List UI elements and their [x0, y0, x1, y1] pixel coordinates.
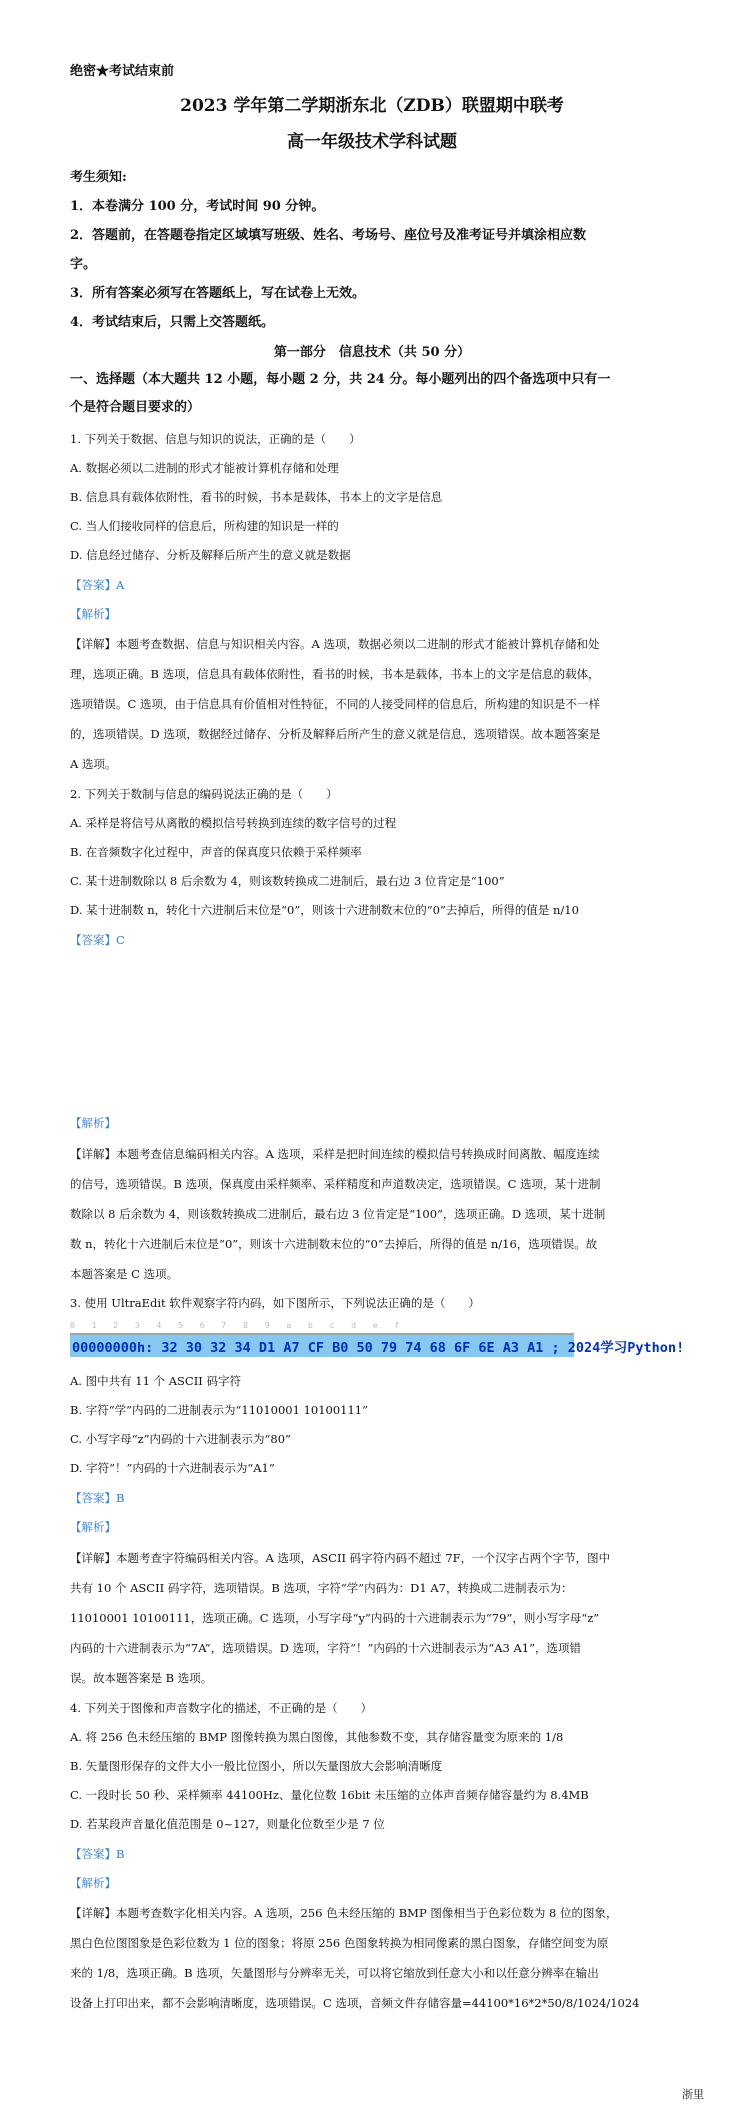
q2-analysis-label: 【解析】 — [70, 1116, 116, 1130]
q4-analysis-label: 【解析】 — [70, 1876, 116, 1890]
q1-detail-line: A 选项。 — [70, 757, 117, 771]
exam-title: 2023 学年第二学期浙东北（ZDB）联盟期中联考 — [180, 96, 564, 116]
q2-option-c: C. 某十进制数除以 8 后余数为 4，则该数转换成二进制后，最右边 3 位肯定是“100” — [70, 874, 505, 888]
q2-option-d: D. 某十进制数 n，转化十六进制后末位是“0”，则该十六进制数末位的“0”去掉后，所得的值是 n/10 — [70, 903, 579, 917]
q1-option-c: C. 当人们接收同样的信息后，所构建的知识是一样的 — [70, 519, 339, 533]
notice-item: 1．本卷满分 100 分，考试时间 90 分钟。 — [70, 199, 325, 214]
q4-option-c: C. 一段时长 50 秒、采样频率 44100Hz、量化位数 16bit 未压缩的立体声音频存储容量约为 8.4MB — [70, 1788, 589, 1802]
section-heading: 个是符合题目要求的） — [70, 400, 201, 415]
q1-option-a: A. 数据必须以二进制的形式才能被计算机存储和处理 — [70, 461, 339, 475]
q3-answer: 【答案】B — [70, 1491, 125, 1505]
q3-option-d: D. 字符“！”内码的十六进制表示为“A1” — [70, 1461, 275, 1475]
q2-detail-line: 数除以 8 后余数为 4，则该数转换成二进制后，最右边 3 位肯定是“100”，选项正确。D 选项，某十进制 — [70, 1207, 606, 1221]
q4-option-d: D. 若某段声音量化值范围是 0~127，则量化位数至少是 7 位 — [70, 1817, 385, 1831]
hex-editor-line: 00000000h: 32 30 32 34 D1 A7 CF B0 50 79 74 68 6F 6E A3 A1 ; 2024学习Python! — [72, 1340, 685, 1356]
q4-detail-line: 黑白色位图图象是色彩位数为 1 位的图象；将原 256 色图象转换为相同像素的黑白图象，存储空间变为原 — [70, 1936, 609, 1950]
q2-detail-line: 本题答案是 C 选项。 — [70, 1267, 179, 1281]
q1-detail-line: 的，选项错误。D 选项，数据经过储存、分析及解释后所产生的意义就是信息，选项错误。故本题答案是 — [70, 727, 601, 741]
q1-option-d: D. 信息经过储存、分析及解释后所产生的意义就是数据 — [70, 548, 351, 562]
q2-detail-line: 【详解】本题考查信息编码相关内容。A 选项，采样是把时间连续的模拟信号转换成时间离散、幅度连续 — [70, 1147, 600, 1161]
q1-detail-line: 【详解】本题考查数据、信息与知识相关内容。A 选项，数据必须以二进制的形式才能被计算机存储和处 — [70, 637, 600, 651]
q1-option-b: B. 信息具有载体依附性，看书的时候，书本是载体，书本上的文字是信息 — [70, 490, 443, 504]
q4-detail-line: 来的 1/8，选项正确。B 选项，矢量图形与分辨率无关，可以将它缩放到任意大小和以任意分辨率在输出 — [70, 1966, 599, 1980]
notice-item: 2．答题前，在答题卷指定区域填写班级、姓名、考场号、座位号及准考证号并填涂相应数 — [70, 228, 587, 243]
q2-answer: 【答案】C — [70, 933, 125, 947]
hex-column-header: 0 1 2 3 4 5 6 7 8 9 a b c d e f — [70, 1321, 406, 1330]
q3-detail-line: 内码的十六进制表示为“7A”，选项错误。D 选项，字符“！”内码的十六进制表示为“A3 A1”，选项错 — [70, 1641, 581, 1655]
q4-option-b: B. 矢量图形保存的文件大小一般比位图小，所以矢量图放大会影响清晰度 — [70, 1759, 443, 1773]
q3-detail-line: 共有 10 个 ASCII 码字符，选项错误。B 选项，字符“学”内码为：D1 A7，转换成二进制表示为： — [70, 1581, 573, 1595]
q2-stem: 2. 下列关于数制与信息的编码说法正确的是（ ） — [70, 787, 338, 801]
notice-item: 4．考试结束后，只需上交答题纸。 — [70, 315, 275, 330]
notice-item: 3．所有答案必须写在答题纸上，写在试卷上无效。 — [70, 286, 366, 301]
q2-option-b: B. 在音频数字化过程中，声音的保真度只依赖于采样频率 — [70, 845, 362, 859]
notice-item: 字。 — [70, 257, 97, 272]
q4-answer: 【答案】B — [70, 1847, 125, 1861]
q1-stem: 1. 下列关于数据、信息与知识的说法，正确的是（ ） — [70, 432, 361, 446]
q3-detail-line: 误。故本题答案是 B 选项。 — [70, 1671, 213, 1685]
q3-option-c: C. 小写字母“z”内码的十六进制表示为“80” — [70, 1432, 291, 1446]
q4-option-a: A. 将 256 色未经压缩的 BMP 图像转换为黑白图像，其他参数不变，其存储容量变为原来的 1/8 — [70, 1730, 564, 1744]
section-heading: 一、选择题（本大题共 12 小题，每小题 2 分，共 24 分。每小题列出的四个备选项中只有一 — [70, 372, 611, 387]
q2-detail-line: 数 n，转化十六进制后末位是“0”，则该十六进制数末位的“0”去掉后，所得的值是 n/16，选项错误。故 — [70, 1237, 598, 1251]
q1-answer: 【答案】A — [70, 578, 125, 592]
q2-detail-line: 的信号，选项错误。B 选项，保真度由采样频率、采样精度和声道数决定，选项错误。C 选项，某十进制 — [70, 1177, 601, 1191]
q2-option-a: A. 采样是将信号从离散的模拟信号转换到连续的数字信号的过程 — [70, 816, 397, 830]
q4-stem: 4. 下列关于图像和声音数字化的描述，不正确的是（ ） — [70, 1701, 373, 1715]
q3-stem: 3. 使用 UltraEdit 软件观察字符内码，如下图所示，下列说法正确的是（ ） — [70, 1296, 480, 1310]
notice-heading: 考生须知: — [70, 170, 127, 185]
q4-detail-line: 设备上打印出来，都不会影响清晰度，选项错误。C 选项，音频文件存储容量=44100*16*2*50/8/1024/1024 — [70, 1996, 640, 2010]
part-title: 第一部分 信息技术（共 50 分） — [273, 345, 471, 360]
q3-detail-line: 11010001 10100111，选项正确。C 选项，小写字母“y”内码的十六进制表示为“79”，则小写字母“z” — [70, 1611, 600, 1625]
q3-analysis-label: 【解析】 — [70, 1520, 116, 1534]
q1-detail-line: 选项错误。C 选项，由于信息具有价值相对性特征，不同的人接受同样的信息后，所构建的知识是不一样 — [70, 697, 600, 711]
q1-analysis-label: 【解析】 — [70, 607, 116, 621]
q3-option-a: A. 图中共有 11 个 ASCII 码字符 — [70, 1374, 241, 1388]
q3-detail-line: 【详解】本题考查字符编码相关内容。A 选项，ASCII 码字符内码不超过 7F，一个汉字占两个字节，图中 — [70, 1551, 611, 1565]
q3-option-b: B. 字符“学”内码的二进制表示为“11010001 10100111” — [70, 1403, 368, 1417]
page-footer: 浙里 — [682, 2088, 704, 2101]
q4-detail-line: 【详解】本题考查数字化相关内容。A 选项，256 色未经压缩的 BMP 图像相当于色彩位数为 8 位的图象， — [70, 1906, 618, 1920]
secret-label: 绝密★考试结束前 — [70, 64, 175, 79]
exam-subtitle: 高一年级技术学科试题 — [287, 132, 457, 152]
q1-detail-line: 理，选项正确。B 选项，信息具有载体依附性，看书的时候，书本是载体，书本上的文字是信息的载体， — [70, 667, 600, 681]
